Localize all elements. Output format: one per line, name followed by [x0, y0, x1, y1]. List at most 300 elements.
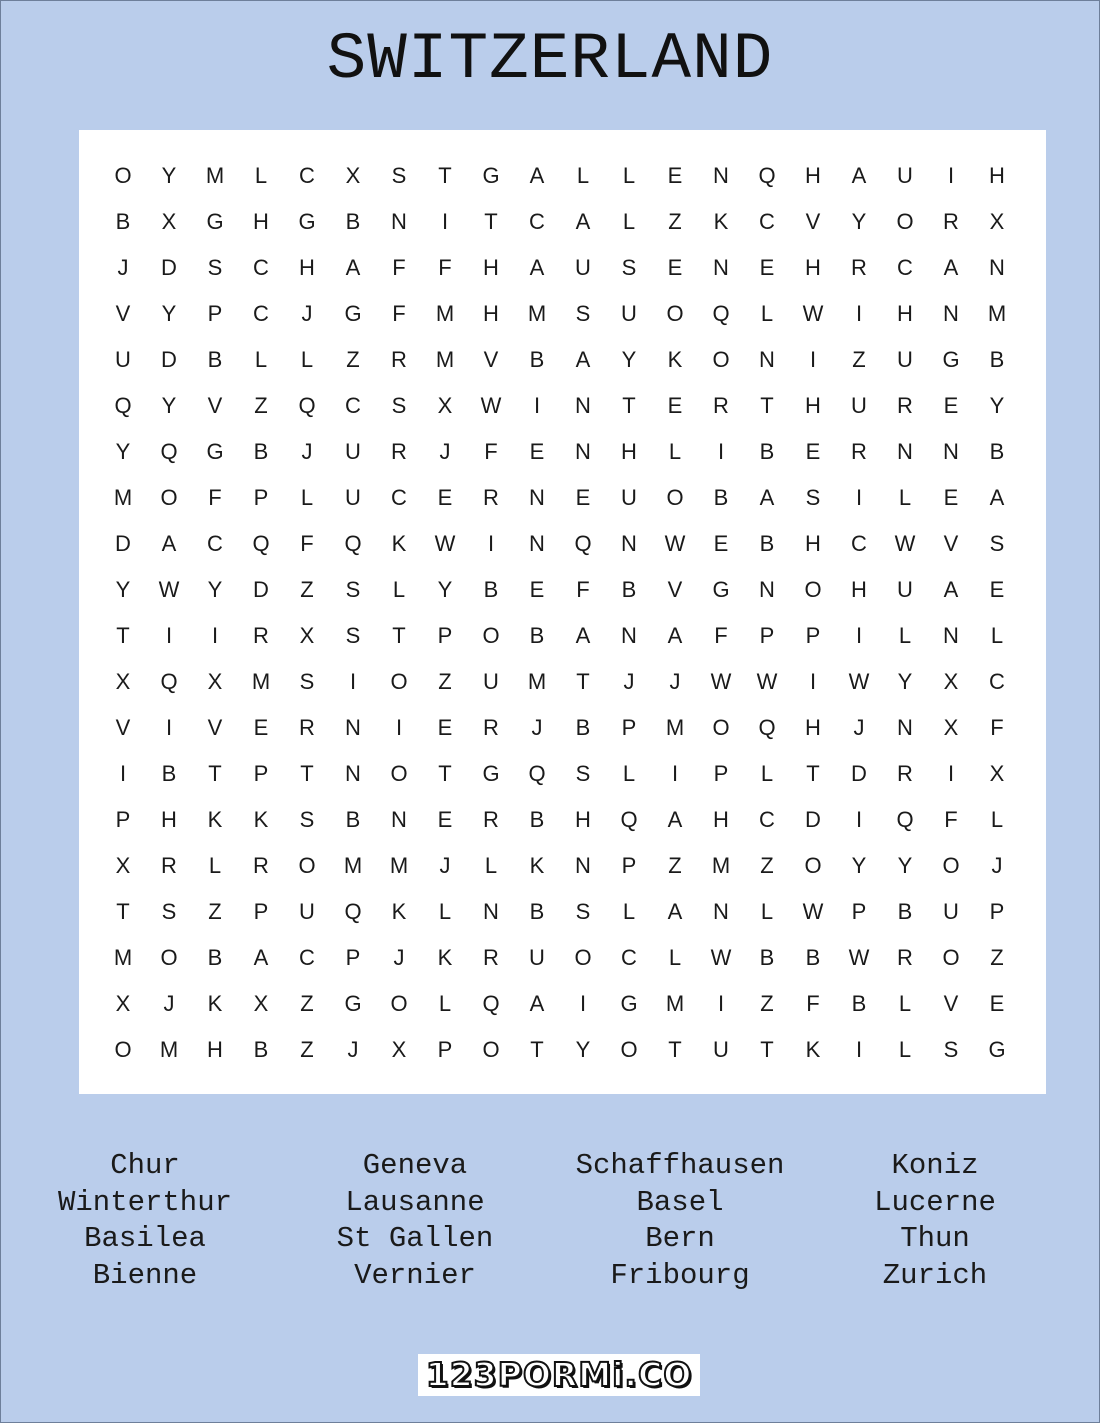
grid-cell[interactable]: Z — [668, 209, 682, 234]
grid-cell[interactable]: N — [483, 899, 499, 924]
grid-cell[interactable]: Y — [851, 853, 867, 878]
grid-cell[interactable]: A — [989, 485, 1005, 510]
grid-cell[interactable]: U — [529, 945, 545, 970]
grid-cell[interactable]: Q — [528, 761, 546, 786]
grid-cell[interactable]: B — [805, 945, 821, 970]
grid-cell[interactable]: D — [253, 577, 269, 602]
grid-cell[interactable]: E — [437, 485, 453, 510]
grid-cell[interactable]: A — [667, 807, 683, 832]
grid-cell[interactable]: R — [391, 439, 407, 464]
grid-cell[interactable]: M — [665, 715, 685, 740]
grid-cell[interactable]: C — [253, 301, 269, 326]
grid-cell[interactable]: M — [251, 669, 271, 694]
grid-cell[interactable]: P — [253, 761, 269, 786]
grid-cell[interactable]: A — [943, 577, 959, 602]
grid-cell[interactable]: B — [483, 577, 499, 602]
grid-cell[interactable]: A — [253, 945, 269, 970]
grid-cell[interactable]: K — [667, 347, 683, 372]
grid-cell[interactable]: L — [438, 991, 452, 1016]
grid-cell[interactable]: B — [989, 439, 1005, 464]
grid-cell[interactable]: Z — [760, 991, 774, 1016]
grid-cell[interactable]: H — [483, 301, 499, 326]
grid-cell[interactable]: L — [300, 347, 314, 372]
grid-cell[interactable]: C — [759, 807, 775, 832]
grid-cell[interactable]: R — [897, 761, 913, 786]
grid-cell[interactable]: I — [809, 347, 817, 372]
grid-cell[interactable]: C — [345, 393, 361, 418]
grid-cell[interactable]: F — [392, 301, 406, 326]
grid-cell[interactable]: B — [529, 807, 545, 832]
grid-cell[interactable]: H — [575, 807, 591, 832]
grid-cell[interactable]: C — [759, 209, 775, 234]
grid-cell[interactable]: R — [483, 715, 499, 740]
grid-cell[interactable]: Q — [574, 531, 592, 556]
grid-cell[interactable]: B — [897, 899, 913, 924]
grid-cell[interactable]: N — [391, 807, 407, 832]
grid-cell[interactable]: U — [897, 577, 913, 602]
grid-cell[interactable]: I — [855, 623, 863, 648]
grid-cell[interactable]: T — [438, 761, 452, 786]
grid-cell[interactable]: M — [389, 853, 409, 878]
grid-cell[interactable]: O — [390, 991, 408, 1016]
grid-cell[interactable]: O — [666, 301, 684, 326]
grid-cell[interactable]: S — [575, 761, 591, 786]
grid-cell[interactable]: Q — [712, 301, 730, 326]
grid-cell[interactable]: J — [347, 1037, 359, 1062]
grid-cell[interactable]: O — [804, 853, 822, 878]
grid-cell[interactable]: U — [897, 347, 913, 372]
grid-cell[interactable]: H — [713, 807, 729, 832]
grid-cell[interactable]: L — [898, 1037, 912, 1062]
grid-cell[interactable]: J — [301, 439, 313, 464]
grid-cell[interactable]: D — [115, 531, 131, 556]
grid-cell[interactable]: W — [802, 301, 824, 326]
grid-cell[interactable]: S — [391, 163, 407, 188]
grid-cell[interactable]: V — [943, 991, 959, 1016]
grid-cell[interactable]: U — [483, 669, 499, 694]
grid-cell[interactable]: M — [435, 301, 455, 326]
grid-cell[interactable]: L — [622, 761, 636, 786]
grid-cell[interactable]: X — [943, 715, 959, 740]
grid-cell[interactable]: K — [207, 991, 223, 1016]
grid-cell[interactable]: X — [161, 209, 177, 234]
grid-cell[interactable]: S — [989, 531, 1005, 556]
grid-cell[interactable]: O — [574, 945, 592, 970]
grid-cell[interactable]: V — [115, 301, 131, 326]
grid-cell[interactable]: N — [943, 623, 959, 648]
grid-cell[interactable]: M — [527, 669, 547, 694]
grid-cell[interactable]: N — [897, 715, 913, 740]
grid-cell[interactable]: G — [206, 209, 224, 234]
grid-cell[interactable]: L — [300, 485, 314, 510]
grid-cell[interactable]: Y — [897, 669, 913, 694]
grid-cell[interactable]: W — [664, 531, 686, 556]
grid-cell[interactable]: X — [299, 623, 315, 648]
grid-cell[interactable]: P — [621, 853, 637, 878]
grid-cell[interactable]: H — [805, 531, 821, 556]
grid-cell[interactable]: S — [943, 1037, 959, 1062]
grid-cell[interactable]: S — [161, 899, 177, 924]
grid-cell[interactable]: B — [115, 209, 131, 234]
grid-cell[interactable]: M — [665, 991, 685, 1016]
grid-cell[interactable]: G — [620, 991, 638, 1016]
grid-cell[interactable]: S — [299, 669, 315, 694]
grid-cell[interactable]: O — [712, 347, 730, 372]
grid-cell[interactable]: H — [805, 163, 821, 188]
grid-cell[interactable]: H — [299, 255, 315, 280]
grid-cell[interactable]: X — [989, 761, 1005, 786]
grid-cell[interactable]: T — [116, 623, 130, 648]
grid-cell[interactable]: E — [529, 577, 545, 602]
grid-cell[interactable]: A — [529, 163, 545, 188]
grid-cell[interactable]: Q — [252, 531, 270, 556]
grid-cell[interactable]: N — [989, 255, 1005, 280]
grid-cell[interactable]: N — [345, 715, 361, 740]
grid-cell[interactable]: Z — [300, 991, 314, 1016]
grid-cell[interactable]: Y — [115, 577, 131, 602]
grid-cell[interactable]: B — [253, 1037, 269, 1062]
grid-cell[interactable]: E — [989, 577, 1005, 602]
grid-cell[interactable]: I — [671, 761, 679, 786]
grid-cell[interactable]: Y — [897, 853, 913, 878]
grid-cell[interactable]: T — [300, 761, 314, 786]
grid-cell[interactable]: R — [391, 347, 407, 372]
grid-cell[interactable]: N — [575, 393, 591, 418]
grid-cell[interactable]: L — [622, 209, 636, 234]
grid-cell[interactable]: E — [667, 255, 683, 280]
grid-cell[interactable]: V — [667, 577, 683, 602]
grid-cell[interactable]: V — [805, 209, 821, 234]
grid-cell[interactable]: B — [207, 347, 223, 372]
grid-cell[interactable]: H — [621, 439, 637, 464]
grid-cell[interactable]: J — [439, 439, 451, 464]
grid-cell[interactable]: L — [576, 163, 590, 188]
grid-cell[interactable]: J — [439, 853, 451, 878]
grid-cell[interactable]: L — [438, 899, 452, 924]
grid-cell[interactable]: R — [299, 715, 315, 740]
grid-cell[interactable]: H — [851, 577, 867, 602]
grid-cell[interactable]: J — [669, 669, 681, 694]
grid-cell[interactable]: P — [207, 301, 223, 326]
grid-cell[interactable]: G — [482, 761, 500, 786]
grid-cell[interactable]: U — [713, 1037, 729, 1062]
grid-cell[interactable]: C — [621, 945, 637, 970]
grid-cell[interactable]: J — [623, 669, 635, 694]
grid-cell[interactable]: J — [531, 715, 543, 740]
grid-cell[interactable]: W — [756, 669, 778, 694]
grid-cell[interactable]: G — [988, 1037, 1006, 1062]
grid-cell[interactable]: W — [710, 945, 732, 970]
grid-cell[interactable]: G — [206, 439, 224, 464]
grid-cell[interactable]: I — [717, 439, 725, 464]
grid-cell[interactable]: L — [484, 853, 498, 878]
grid-cell[interactable]: G — [344, 301, 362, 326]
grid-cell[interactable]: M — [987, 301, 1007, 326]
grid-cell[interactable]: L — [990, 807, 1004, 832]
grid-cell[interactable]: G — [482, 163, 500, 188]
grid-cell[interactable]: I — [533, 393, 541, 418]
grid-cell[interactable]: I — [855, 807, 863, 832]
grid-cell[interactable]: Z — [300, 1037, 314, 1062]
grid-cell[interactable]: V — [483, 347, 499, 372]
grid-cell[interactable]: V — [207, 715, 223, 740]
grid-cell[interactable]: N — [713, 163, 729, 188]
grid-cell[interactable]: Q — [344, 899, 362, 924]
grid-cell[interactable]: Z — [438, 669, 452, 694]
grid-cell[interactable]: O — [114, 1037, 132, 1062]
grid-cell[interactable]: U — [575, 255, 591, 280]
grid-cell[interactable]: A — [575, 347, 591, 372]
grid-cell[interactable]: P — [989, 899, 1005, 924]
grid-cell[interactable]: N — [529, 485, 545, 510]
grid-cell[interactable]: A — [529, 255, 545, 280]
grid-cell[interactable]: I — [717, 991, 725, 1016]
grid-cell[interactable]: E — [253, 715, 269, 740]
grid-cell[interactable]: M — [113, 945, 133, 970]
grid-cell[interactable]: O — [804, 577, 822, 602]
grid-cell[interactable]: S — [207, 255, 223, 280]
grid-cell[interactable]: X — [115, 991, 131, 1016]
grid-cell[interactable]: P — [253, 485, 269, 510]
grid-cell[interactable]: F — [714, 623, 728, 648]
grid-cell[interactable]: E — [713, 531, 729, 556]
grid-cell[interactable]: K — [805, 1037, 821, 1062]
grid-cell[interactable]: L — [898, 991, 912, 1016]
grid-cell[interactable]: I — [349, 669, 357, 694]
grid-cell[interactable]: T — [484, 209, 498, 234]
grid-cell[interactable]: P — [851, 899, 867, 924]
grid-cell[interactable]: A — [667, 899, 683, 924]
grid-cell[interactable]: A — [345, 255, 361, 280]
grid-cell[interactable]: Y — [575, 1037, 591, 1062]
grid-cell[interactable]: A — [851, 163, 867, 188]
grid-cell[interactable]: W — [480, 393, 502, 418]
grid-cell[interactable]: N — [897, 439, 913, 464]
grid-cell[interactable]: O — [298, 853, 316, 878]
grid-cell[interactable]: B — [989, 347, 1005, 372]
grid-cell[interactable]: P — [805, 623, 821, 648]
grid-cell[interactable]: M — [711, 853, 731, 878]
grid-cell[interactable]: U — [299, 899, 315, 924]
grid-cell[interactable]: O — [390, 761, 408, 786]
grid-cell[interactable]: P — [621, 715, 637, 740]
grid-cell[interactable]: K — [391, 899, 407, 924]
grid-cell[interactable]: O — [620, 1037, 638, 1062]
grid-cell[interactable]: I — [441, 209, 449, 234]
grid-cell[interactable]: Z — [990, 945, 1004, 970]
grid-cell[interactable]: L — [898, 485, 912, 510]
grid-cell[interactable]: Y — [621, 347, 637, 372]
grid-cell[interactable]: T — [530, 1037, 544, 1062]
grid-cell[interactable]: Q — [298, 393, 316, 418]
grid-cell[interactable]: Q — [620, 807, 638, 832]
grid-cell[interactable]: M — [435, 347, 455, 372]
grid-cell[interactable]: L — [898, 623, 912, 648]
grid-cell[interactable]: I — [165, 715, 173, 740]
grid-cell[interactable]: J — [393, 945, 405, 970]
grid-cell[interactable]: W — [894, 531, 916, 556]
grid-cell[interactable]: C — [207, 531, 223, 556]
grid-cell[interactable]: B — [621, 577, 637, 602]
grid-cell[interactable]: Q — [114, 393, 132, 418]
grid-cell[interactable]: B — [161, 761, 177, 786]
grid-cell[interactable]: I — [579, 991, 587, 1016]
grid-cell[interactable]: Y — [989, 393, 1005, 418]
grid-cell[interactable]: I — [809, 669, 817, 694]
grid-cell[interactable]: K — [529, 853, 545, 878]
grid-cell[interactable]: R — [897, 393, 913, 418]
grid-cell[interactable]: I — [487, 531, 495, 556]
grid-cell[interactable]: J — [853, 715, 865, 740]
grid-cell[interactable]: P — [713, 761, 729, 786]
grid-cell[interactable]: T — [806, 761, 820, 786]
grid-cell[interactable]: Z — [668, 853, 682, 878]
grid-cell[interactable]: D — [851, 761, 867, 786]
grid-cell[interactable]: O — [482, 623, 500, 648]
grid-cell[interactable]: E — [943, 485, 959, 510]
grid-cell[interactable]: F — [990, 715, 1004, 740]
grid-cell[interactable]: W — [848, 945, 870, 970]
grid-cell[interactable]: P — [253, 899, 269, 924]
grid-cell[interactable]: R — [483, 485, 499, 510]
grid-cell[interactable]: U — [621, 485, 637, 510]
grid-cell[interactable]: S — [299, 807, 315, 832]
grid-cell[interactable]: N — [575, 853, 591, 878]
grid-cell[interactable]: N — [621, 623, 637, 648]
grid-cell[interactable]: A — [667, 623, 683, 648]
grid-cell[interactable]: W — [434, 531, 456, 556]
grid-cell[interactable]: A — [759, 485, 775, 510]
grid-cell[interactable]: E — [529, 439, 545, 464]
grid-cell[interactable]: H — [805, 255, 821, 280]
grid-cell[interactable]: C — [299, 163, 315, 188]
grid-cell[interactable]: E — [437, 807, 453, 832]
grid-cell[interactable]: S — [391, 393, 407, 418]
grid-cell[interactable]: B — [345, 807, 361, 832]
grid-cell[interactable]: V — [115, 715, 131, 740]
grid-cell[interactable]: V — [943, 531, 959, 556]
grid-cell[interactable]: Z — [852, 347, 866, 372]
grid-cell[interactable]: N — [621, 531, 637, 556]
grid-cell[interactable]: H — [161, 807, 177, 832]
grid-cell[interactable]: B — [529, 347, 545, 372]
grid-cell[interactable]: Q — [896, 807, 914, 832]
grid-cell[interactable]: N — [943, 439, 959, 464]
grid-cell[interactable]: D — [161, 255, 177, 280]
grid-cell[interactable]: O — [666, 485, 684, 510]
grid-cell[interactable]: A — [943, 255, 959, 280]
grid-cell[interactable]: F — [806, 991, 820, 1016]
grid-cell[interactable]: L — [668, 439, 682, 464]
grid-cell[interactable]: C — [989, 669, 1005, 694]
grid-cell[interactable]: J — [117, 255, 129, 280]
grid-cell[interactable]: T — [116, 899, 130, 924]
grid-cell[interactable]: L — [208, 853, 222, 878]
grid-cell[interactable]: T — [622, 393, 636, 418]
grid-cell[interactable]: R — [943, 209, 959, 234]
grid-cell[interactable]: B — [575, 715, 591, 740]
grid-cell[interactable]: J — [163, 991, 175, 1016]
grid-cell[interactable]: H — [805, 715, 821, 740]
grid-cell[interactable]: T — [760, 1037, 774, 1062]
grid-cell[interactable]: N — [943, 301, 959, 326]
grid-cell[interactable]: J — [301, 301, 313, 326]
grid-cell[interactable]: Y — [161, 393, 177, 418]
grid-cell[interactable]: D — [161, 347, 177, 372]
grid-cell[interactable]: M — [113, 485, 133, 510]
grid-cell[interactable]: D — [805, 807, 821, 832]
grid-cell[interactable]: N — [759, 347, 775, 372]
grid-cell[interactable]: C — [391, 485, 407, 510]
grid-cell[interactable]: I — [947, 163, 955, 188]
grid-cell[interactable]: L — [254, 347, 268, 372]
grid-cell[interactable]: G — [942, 347, 960, 372]
grid-cell[interactable]: H — [897, 301, 913, 326]
grid-cell[interactable]: P — [115, 807, 131, 832]
grid-cell[interactable]: S — [621, 255, 637, 280]
grid-cell[interactable]: A — [161, 531, 177, 556]
grid-cell[interactable]: C — [897, 255, 913, 280]
grid-cell[interactable]: E — [437, 715, 453, 740]
grid-cell[interactable]: U — [345, 485, 361, 510]
grid-cell[interactable]: A — [529, 991, 545, 1016]
grid-cell[interactable]: O — [942, 945, 960, 970]
grid-cell[interactable]: X — [437, 393, 453, 418]
grid-cell[interactable]: K — [253, 807, 269, 832]
grid-cell[interactable]: L — [622, 163, 636, 188]
grid-cell[interactable]: B — [759, 531, 775, 556]
grid-cell[interactable]: L — [760, 761, 774, 786]
grid-cell[interactable]: X — [943, 669, 959, 694]
grid-cell[interactable]: H — [253, 209, 269, 234]
grid-cell[interactable]: B — [759, 439, 775, 464]
grid-cell[interactable]: O — [712, 715, 730, 740]
grid-cell[interactable]: F — [392, 255, 406, 280]
grid-cell[interactable]: Q — [758, 163, 776, 188]
grid-cell[interactable]: U — [851, 393, 867, 418]
grid-cell[interactable]: I — [855, 485, 863, 510]
grid-cell[interactable]: S — [575, 301, 591, 326]
grid-cell[interactable]: I — [947, 761, 955, 786]
grid-cell[interactable]: K — [713, 209, 729, 234]
grid-cell[interactable]: Y — [161, 301, 177, 326]
grid-cell[interactable]: Z — [300, 577, 314, 602]
grid-cell[interactable]: N — [345, 761, 361, 786]
grid-cell[interactable]: R — [483, 945, 499, 970]
grid-cell[interactable]: Q — [160, 669, 178, 694]
grid-cell[interactable]: H — [207, 1037, 223, 1062]
grid-cell[interactable]: M — [527, 301, 547, 326]
grid-cell[interactable]: L — [392, 577, 406, 602]
grid-cell[interactable]: N — [713, 899, 729, 924]
grid-cell[interactable]: F — [438, 255, 452, 280]
grid-cell[interactable]: X — [345, 163, 361, 188]
grid-cell[interactable]: Y — [437, 577, 453, 602]
grid-cell[interactable]: O — [942, 853, 960, 878]
grid-cell[interactable]: F — [944, 807, 958, 832]
grid-cell[interactable]: I — [395, 715, 403, 740]
grid-cell[interactable]: B — [851, 991, 867, 1016]
grid-cell[interactable]: W — [848, 669, 870, 694]
grid-cell[interactable]: R — [713, 393, 729, 418]
grid-cell[interactable]: Y — [115, 439, 131, 464]
grid-cell[interactable]: X — [989, 209, 1005, 234]
grid-cell[interactable]: T — [438, 163, 452, 188]
grid-cell[interactable]: O — [482, 1037, 500, 1062]
grid-cell[interactable]: Z — [760, 853, 774, 878]
grid-cell[interactable]: U — [621, 301, 637, 326]
grid-cell[interactable]: Y — [161, 163, 177, 188]
